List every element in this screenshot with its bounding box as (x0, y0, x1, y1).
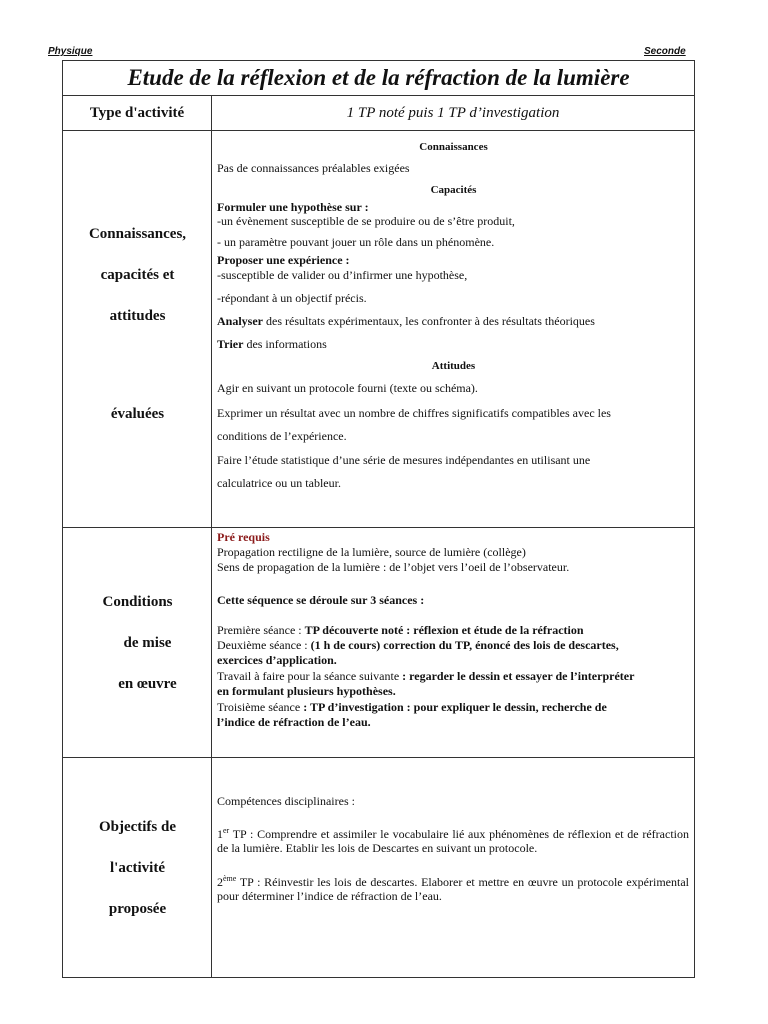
attitude-line: calculatrice ou un tableur. (217, 476, 341, 490)
analyser-line: Analyser des résultats expérimentaux, les confronter à des résultats théoriques (217, 314, 595, 328)
proposer-item: -susceptible de valider ou d’infirmer une hypothèse, (217, 268, 468, 282)
seance-2: Deuxième séance : (1 h de cours) correction du TP, énoncé des lois de descartes, (217, 638, 619, 652)
attitude-line: conditions de l’expérience. (217, 429, 347, 443)
left-label-line: capacités et (100, 267, 175, 283)
title-row (63, 61, 695, 96)
tp1-paragraph: 1er TP : Comprendre et assimiler le vocabulaire lié aux phénomènes de réflexion et de réfraction de la lumière. Etablir les lois de Descartes en suivant un protocole. (217, 826, 689, 855)
proposer-item: -répondant à un objectif précis. (217, 291, 367, 305)
prerequis-line: Sens de propagation de la lumière : de l’objet vers l’oeil de l’observateur. (217, 560, 570, 574)
seance-2-cont: exercices d’application. (217, 653, 337, 667)
left-label-line: l'activité (110, 860, 165, 876)
tp2-paragraph: 2ème TP : Réinvestir les lois de descartes. Elaborer et mettre en œuvre un protocole expérimental pour déterminer l’indice de réfraction de l’eau. (217, 874, 689, 903)
travail-cont: en formulant plusieurs hypothèses. (217, 684, 396, 698)
capacites-heading: Capacités (430, 184, 477, 196)
connaissances-heading: Connaissances (419, 141, 488, 153)
seance-3: Troisième séance : TP d’investigation : pour expliquer le dessin, recherche de (217, 700, 607, 714)
competences-line: Compétences disciplinaires : (217, 794, 355, 808)
left-label-line: de mise (123, 635, 172, 651)
conditions-left-cell (63, 528, 212, 758)
page-title: Etude de la réflexion et de la réfraction de la lumière (63, 61, 695, 96)
travail-line: Travail à faire pour la séance suivante : regarder le dessin et essayer de l’interpréter (217, 669, 635, 683)
type-activite-value: 1 TP noté puis 1 TP d’investigation (212, 96, 695, 131)
left-label-line: proposée (108, 901, 167, 917)
connaissances-right-cell (212, 131, 695, 528)
objectifs-row (63, 758, 695, 978)
objectifs-left-cell (63, 758, 212, 978)
left-label-line: Connaissances, (88, 226, 187, 242)
left-label-line: Conditions (102, 594, 173, 610)
conditions-right-cell (212, 528, 695, 758)
formuler-item: -un évènement susceptible de se produire ou de s’être produit, (217, 214, 515, 228)
objectifs-right-cell (212, 758, 695, 978)
activity-table (62, 60, 695, 978)
conditions-row (63, 528, 695, 758)
left-label-line: évaluées (110, 406, 165, 422)
left-label-line: Objectifs de (98, 819, 177, 835)
attitude-line: Agir en suivant un protocole fourni (texte ou schéma). (217, 381, 478, 395)
formuler-item: - un paramètre pouvant jouer un rôle dans un phénomène. (217, 235, 495, 249)
formuler-heading: Formuler une hypothèse sur : (217, 200, 369, 214)
attitude-line: Faire l’étude statistique d’une série de mesures indépendantes en utilisant une (217, 453, 591, 467)
prerequis-heading: Pré requis (217, 530, 270, 544)
header-level: Seconde (644, 46, 686, 57)
attitudes-heading: Attitudes (431, 360, 476, 372)
left-label-line: en œuvre (118, 676, 177, 692)
proposer-heading: Proposer une expérience : (217, 253, 350, 267)
connaissances-text: Pas de connaissances préalables exigées (217, 161, 410, 175)
header-subject: Physique (48, 46, 93, 57)
type-row (63, 96, 695, 131)
trier-line: Trier des informations (217, 337, 327, 351)
connaissances-left-cell (63, 131, 212, 528)
prerequis-line: Propagation rectiligne de la lumière, source de lumière (collège) (217, 545, 526, 559)
connaissances-row (63, 131, 695, 528)
attitude-line: Exprimer un résultat avec un nombre de chiffres significatifs compatibles avec les (217, 406, 611, 420)
seance-3-cont: l’indice de réfraction de l’eau. (217, 715, 371, 729)
seance-1: Première séance : TP découverte noté : réflexion et étude de la réfraction (217, 623, 584, 637)
left-label-line: attitudes (109, 308, 166, 324)
sequence-line: Cette séquence se déroule sur 3 séances : (217, 593, 425, 607)
type-activite-label: Type d'activité (63, 96, 212, 131)
